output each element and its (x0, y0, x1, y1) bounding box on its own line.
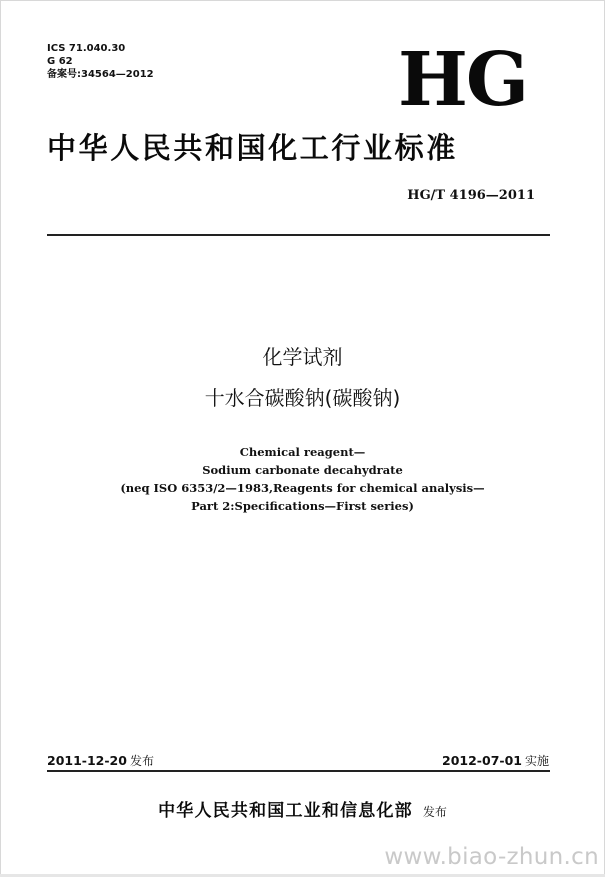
filing-number: 备案号:34564—2012 (47, 69, 154, 80)
ccs-code: G 62 (47, 56, 73, 67)
classification-block (47, 42, 154, 81)
hg-logo: HG (398, 37, 528, 123)
title-en-line2: Sodium carbonate decahydrate (202, 463, 403, 477)
effective-label: 实施 (524, 754, 549, 768)
issuer-name: 中华人民共和国工业和信息化部 (158, 801, 413, 821)
issue-label: 发布 (129, 754, 154, 768)
title-en-line3: (neq ISO 6353/2—1983,Reagents for chemical analysis— (120, 481, 485, 495)
footer-divider (47, 770, 550, 772)
site-watermark: www.biao-zhun.cn (384, 844, 599, 870)
title-en-line4: Part 2:Specifications—First series) (191, 499, 414, 513)
issue-date: 2011-12-20 (47, 753, 127, 768)
title-en-block (0, 443, 605, 515)
ics-code: ICS 71.040.30 (47, 43, 126, 54)
title-cn-line1: 化学试剂 (262, 345, 343, 369)
issuer-action: 发布 (422, 805, 447, 819)
standard-type-title: 中华人民共和国化工行业标准 (47, 131, 458, 165)
issue-date-block (47, 752, 154, 769)
header-divider (47, 234, 550, 236)
title-cn-line2: 十水合碳酸钠(碳酸钠) (204, 386, 401, 410)
standard-number: HG/T 4196—2011 (407, 188, 535, 203)
title-en-line1: Chemical reagent— (239, 445, 366, 459)
issuer-line (0, 796, 605, 821)
effective-date-block (442, 752, 549, 769)
effective-date: 2012-07-01 (442, 753, 522, 768)
